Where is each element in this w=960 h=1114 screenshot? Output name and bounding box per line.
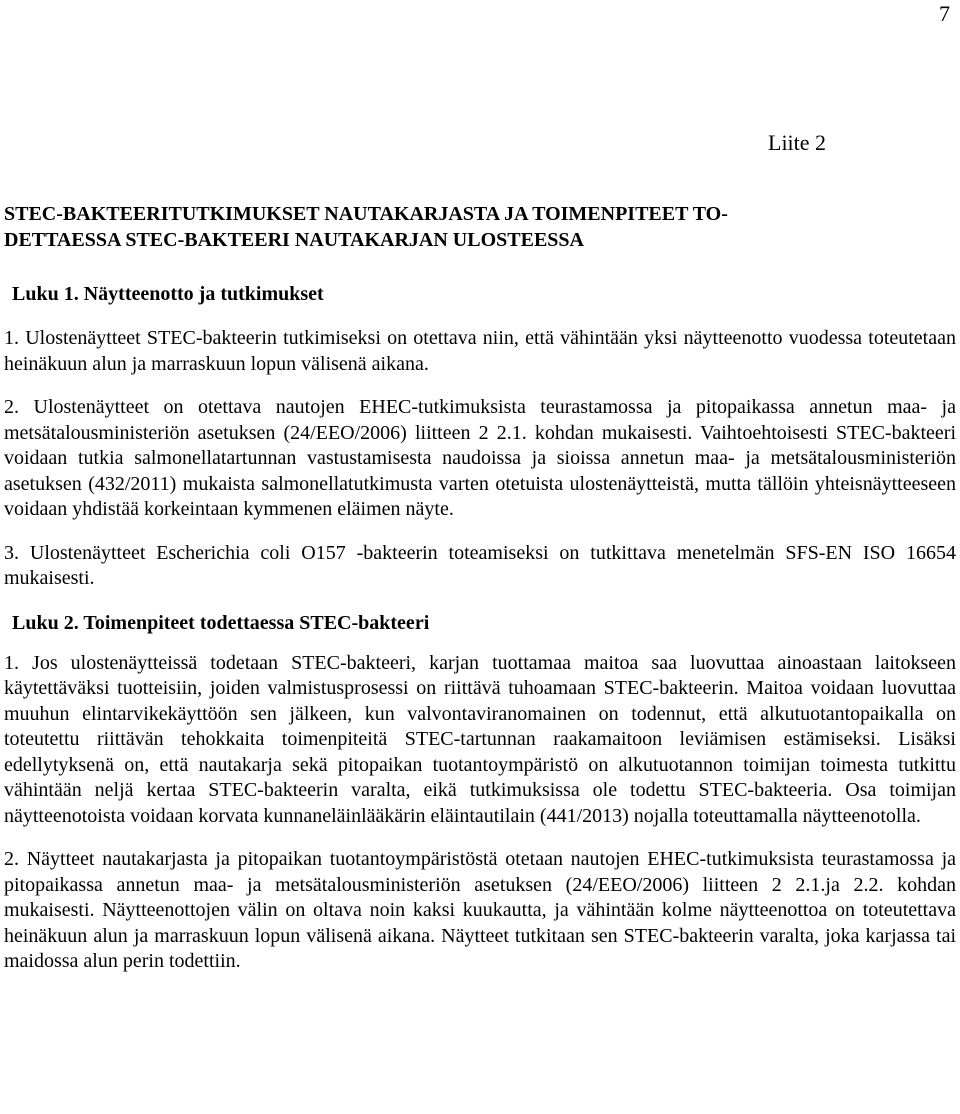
chapter-2-paragraph-1: 1. Jos ulostenäytteissä todetaan STEC-bakteeri, karjan tuottamaa maitoa saa luovuttaa ainoastaan laitokseen käytettäväksi tuotteisiin, joiden valmistusprosessi on riittävä tuhoamaan STEC-bakteerin. Maitoa voidaan luovuttaa muuhun elintarvikekäyttöön sen jälkeen, kun valvontaviranomainen on todennut, että alkutuotantopaikalla on toteutettu riittävän tehokkaita toimenpiteitä STEC-tartunnan raakamaitoon leviämisen estämiseksi. Lisäksi edellytyksenä on, että nautakarja sekä pitopaikan tuotantoympäristö on alkutuotannon toimijan toimesta tutkittu vähintään neljä kertaa STEC-bakteerin varalta, eikä tutkimuksissa ole todettu STEC-bakteeria. Osa toimijan näytteenotoista voidaan korvata kunnaneläinlääkärin eläintautilain (441/2013) nojalla toteuttamalla näytteenotolla. xyxy=(4,651,956,827)
chapter-2-heading: Luku 2. Toimenpiteet todettaessa STEC-bakteeri xyxy=(12,611,430,634)
chapter-2-paragraph-2: 2. Näytteet nautakarjasta ja pitopaikan tuotantoympäristöstä otetaan nautojen EHEC-tutkimuksista teurastamossa ja pitopaikassa annetun maa- ja metsätalousministeriön asetuksen (24/EEO/2006) liitteen 2 2.1.ja 2.2. kohdan mukaisesti. Näytteenottojen välin on oltava noin kaksi kuukautta, ja vähintään kolme näytteenottoa on toteutettava heinäkuun alun ja marraskuun lopun välisenä aikana. Näytteet tutkitaan sen STEC-bakteerin varalta, joka karjassa tai maidossa alun perin todettiin. xyxy=(4,848,956,972)
document-title xyxy=(4,201,956,253)
chapter-1-paragraph-3: 3. Ulostenäytteet Escherichia coli O157 -bakteerin toteamiseksi on tutkittava menetelmän SFS-EN ISO 16654 mukaisesti. xyxy=(4,541,956,589)
document-title-line-2: DETTAESSA STEC-BAKTEERI NAUTAKARJAN ULOSTEESSA xyxy=(4,229,584,251)
chapter-1-paragraph-1: 1. Ulostenäytteet STEC-bakteerin tutkimiseksi on otettava niin, että vähintään yksi näytteenotto vuodessa toteutetaan heinäkuun alun ja marraskuun lopun välisenä aikana. xyxy=(4,327,956,375)
page-number: 7 xyxy=(939,1,950,26)
chapter-1-heading: Luku 1. Näytteenotto ja tutkimukset xyxy=(12,283,324,305)
chapter-1-paragraph-2: 2. Ulostenäytteet on otettava nautojen EHEC-tutkimuksista teurastamossa ja pitopaikassa annetun maa- ja metsätalousministeriön asetuksen (24/EEO/2006) liitteen 2 2.1. kohdan mukaisesti. Vaihtoehtoisesti STEC-bakteeri voidaan tutkia salmonellatartunnan vastustamisesta naudoissa ja sioissa annetun maa- ja metsätalousministeriön asetuksen (432/2011) mukaista salmonellatutkimusta varten otetuista ulostenäytteistä, mutta tällöin yhteisnäytteeseen voidaan yhdistää korkeintaan kymmenen eläimen näyte. xyxy=(4,396,956,520)
document-title-line-1: STEC-BAKTEERITUTKIMUKSET NAUTAKARJASTA JA TOIMENPITEET TO- xyxy=(4,203,728,225)
attachment-label: Liite 2 xyxy=(768,130,827,155)
document-body xyxy=(4,201,956,975)
